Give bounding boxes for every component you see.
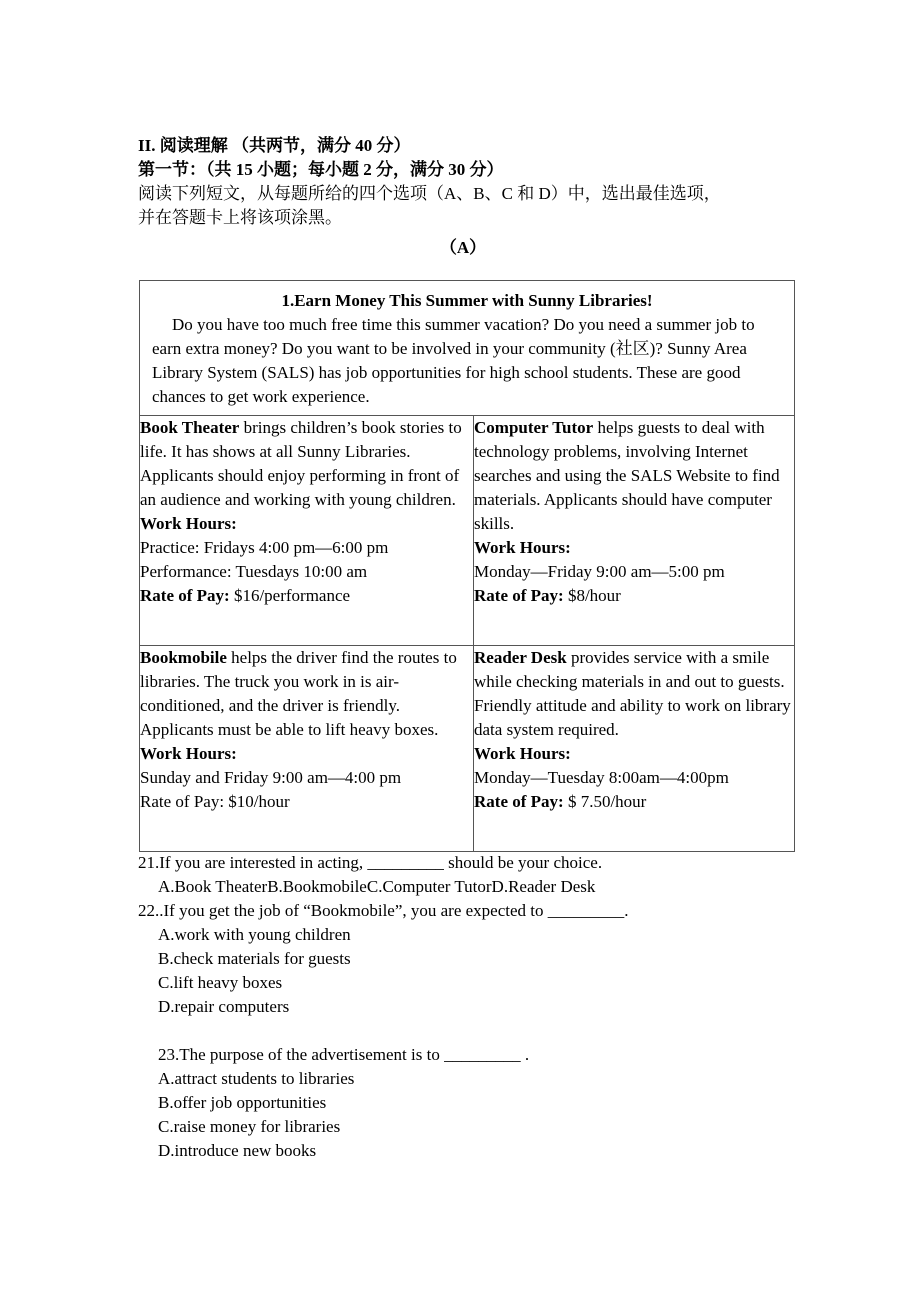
pay-value: $ 7.50/hour — [563, 792, 647, 811]
option-c: C.raise money for libraries — [158, 1117, 341, 1136]
option-a: A.work with young children — [158, 925, 351, 944]
section-header — [138, 134, 798, 260]
work-hours-label: Work Hours: — [474, 744, 571, 763]
work-hours-label: Work Hours: — [474, 538, 571, 557]
option-a: A.attract students to libraries — [158, 1069, 355, 1088]
question-22: 22..If you get the job of “Bookmobile”, you are expected to _________. — [138, 901, 629, 920]
passage-label: （A） — [439, 238, 487, 257]
work-hours-label: Work Hours: — [140, 514, 237, 533]
work-hours-value: Monday—Tuesday 8:00am—4:00pm — [474, 768, 729, 787]
ad-intro-cell — [140, 281, 795, 416]
pay-value: $8/hour — [563, 586, 621, 605]
pay-label: Rate of Pay: — [474, 586, 564, 605]
job-desc-text: helps guests to deal with technology problems, involving Internet searches and using the SALS Website to find materials. Applicants should have computer skills. — [474, 418, 780, 533]
option-d: D.repair computers — [158, 997, 290, 1016]
ad-intro-text: Do you have too much free time this summer vacation? Do you need a summer job to earn extra money? Do you want to be involved in your community (社区)? Sunny Area Library System (SALS) has job opportunities for high school students. These are good chances to get work experience. — [152, 315, 755, 406]
pay-value: $16/performance — [229, 586, 351, 605]
job-description — [474, 416, 794, 536]
work-hours-value: Sunday and Friday 9:00 am—4:00 pm — [140, 768, 402, 787]
part-heading: 第一节：（共 15 小题；每小题 2 分，满分 30 分） — [138, 160, 504, 179]
rate-of-pay — [474, 790, 794, 814]
pay-label: Rate of Pay: — [140, 586, 230, 605]
job-description — [474, 646, 794, 742]
ad-title: 1.Earn Money This Summer with Sunny Libraries! — [281, 291, 653, 310]
section-heading: II. 阅读理解 （共两节，满分 40 分） — [138, 136, 411, 155]
job-name: Reader Desk — [474, 648, 567, 667]
questions — [138, 851, 798, 1163]
job-computer-tutor — [474, 416, 795, 646]
option-c: C.lift heavy boxes — [158, 973, 283, 992]
instruction-line-2: 并在答题卡上将该项涂黑。 — [138, 208, 342, 227]
pay-label: Rate of Pay: — [474, 792, 564, 811]
job-desc-text: helps the driver find the routes to libraries. The truck you work in is air-conditioned, and the driver is friendly. Applicants must be able to lift heavy boxes. — [140, 648, 457, 739]
question-23: 23.The purpose of the advertisement is to _________ . — [158, 1045, 530, 1064]
job-desc-text: provides service with a smile while checking materials in and out to guests. Friendly attitude and ability to work on library data system required. — [474, 648, 791, 739]
rate-of-pay — [140, 584, 473, 608]
job-name: Bookmobile — [140, 648, 227, 667]
job-description — [140, 646, 473, 742]
job-desc-text: brings children’s book stories to life. It has shows at all Sunny Libraries. Applicants should enjoy performing in front of an audience and working with young children. — [140, 418, 462, 509]
job-bookmobile — [140, 646, 474, 852]
job-description — [140, 416, 473, 512]
work-hours-practice: Practice: Fridays 4:00 pm—6:00 pm — [140, 538, 389, 557]
option-b: B.offer job opportunities — [158, 1093, 327, 1112]
rate-of-pay: Rate of Pay: $10/hour — [140, 792, 290, 811]
work-hours-label: Work Hours: — [140, 744, 237, 763]
option-b: B.check materials for guests — [158, 949, 351, 968]
job-reader-desk — [474, 646, 795, 852]
work-hours-value: Monday—Friday 9:00 am—5:00 pm — [474, 562, 725, 581]
job-name: Computer Tutor — [474, 418, 594, 437]
spacer — [138, 1019, 798, 1043]
question-21: 21.If you are interested in acting, _________ should be your choice. — [138, 853, 603, 872]
job-name: Book Theater — [140, 418, 240, 437]
rate-of-pay — [474, 584, 794, 608]
job-advertisement — [139, 280, 795, 852]
option-d: D.introduce new books — [158, 1141, 317, 1160]
job-book-theater — [140, 416, 474, 646]
instruction-line-1: 阅读下列短文，从每题所给的四个选项（A、B、C 和 D）中，选出最佳选项， — [138, 184, 721, 203]
question-21-options: A.Book TheaterB.BookmobileC.Computer TutorD.Reader Desk — [158, 877, 596, 896]
work-hours-performance: Performance: Tuesdays 10:00 am — [140, 562, 368, 581]
